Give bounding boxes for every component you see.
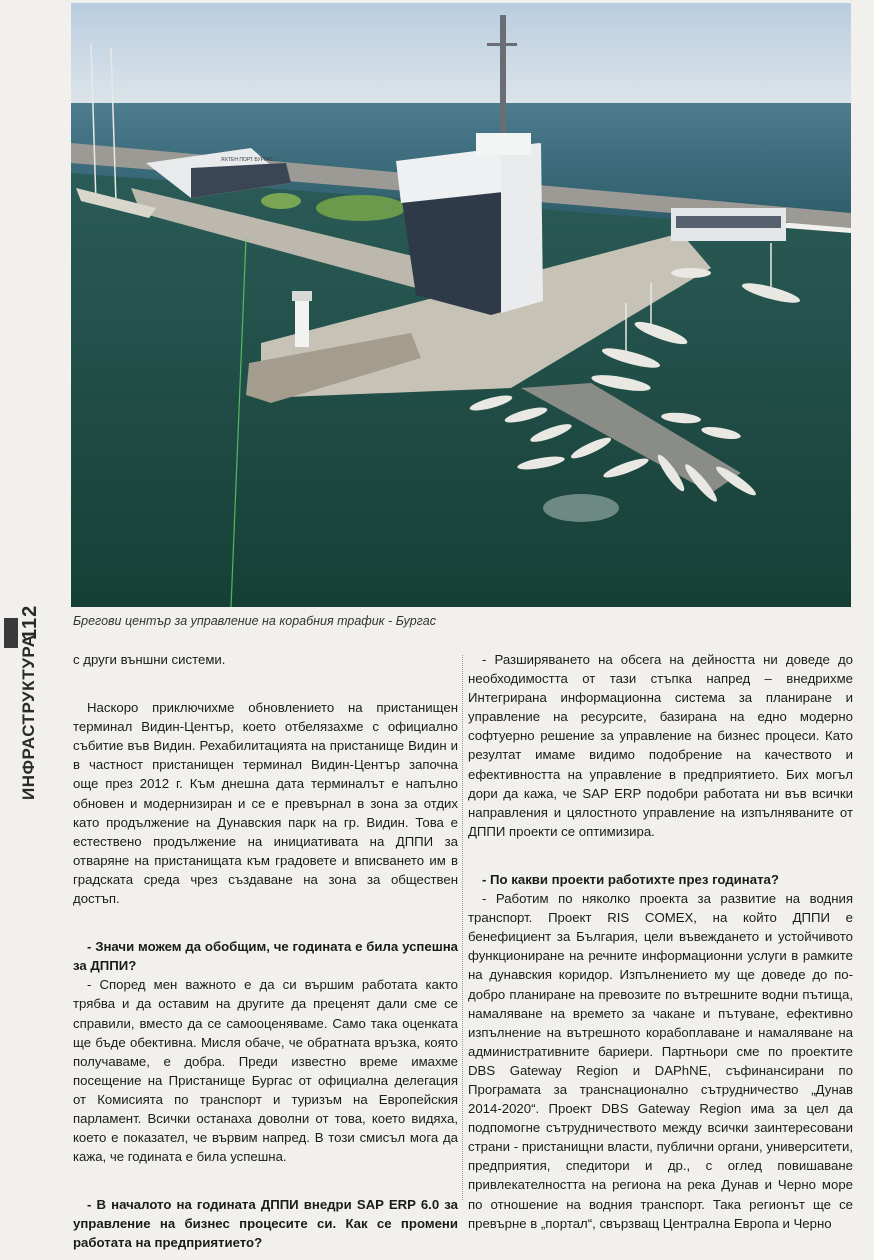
page-margin xyxy=(0,0,60,1260)
control-tower-mast xyxy=(500,15,506,135)
marina-building-windows xyxy=(676,216,781,228)
page-number: 112 xyxy=(19,604,41,640)
building-sign: ЯХТЕН ПОРТ БУРГАС xyxy=(221,157,274,163)
article-column-left xyxy=(73,650,458,1253)
section-marker xyxy=(4,618,18,648)
paragraph: - Според мен важното е да си вършим работата както трябва и да оставим на другите да преценят дали сме се справили, вместо да се самооценяваме. Само така оценката ще бъде обективна. Мисля обаче, че обратната връзка, която получаваме, е добра. Преди известно време имахме посещение на Пристанище Бургас от официална делегация от Комисията по транспорт и туризъм на Европейския парламент. Всички останаха доволни от това, което видяха, което е показател, че вървим напред. В този смисъл мога да кажа, че годината е била успешна. xyxy=(73,977,458,1165)
lighthouse-lamp xyxy=(292,291,312,301)
sky xyxy=(71,3,851,113)
paragraph: Наскоро приключихме обновлението на пристанищен терминал Видин-Център, което отбелязахме с официално събитие във Видин. Рехабилитацията на пристанище Видин и в частност пристанищен терминал Видин-Център започна още през 2012 г. Към днешна дата терминалът е напълно обновен и модернизиран и се е превърнал в зона за отдих като продължение на Дунавския парк на гр. Видин. Това е естествено продължение на инициативата на ДППИ за отваряне на пристанищата към градовете и вписването им в градската среда чрез създаване на зона за обществен достъп. xyxy=(73,700,458,907)
harbor-photo xyxy=(71,3,851,607)
paragraph: - Разширяването на обсега на дейността ни доведе до необходимостта от тази стъпка напред – внедрихме Интегрирана информационна система за планиране и управление на ресурсите, базирана на едно модерно софтуерно решение за управление на бизнес процеси. Като резултат имаме видимо подобрение на качеството и ефективността на управление в предприятието. Бих могъл дори да кажа, че SAP ERP подобри работата ни във всички направления и цялостното управление на изпълняваните от ДППИ проекти се оптимизира. xyxy=(468,652,853,839)
article-column-right xyxy=(468,650,853,1233)
interview-question: - В началото на годината ДППИ внедри SAP ERP 6.0 за управление на бизнес процесите си. Как се промени работата на предприятието? xyxy=(73,1197,458,1251)
section-title: ИНФРАСТРУКТУРА xyxy=(19,634,38,800)
photo-caption: Брегови център за управление на корабния трафик - Бургас xyxy=(73,614,436,628)
boat-wake xyxy=(543,494,619,522)
interview-question: - Значи можем да обобщим, че годината е била успешна за ДППИ? xyxy=(73,939,458,974)
lighthouse xyxy=(295,299,309,347)
control-tower-side xyxy=(501,143,543,313)
interview-question: - По какви проекти работихте през годината? xyxy=(482,871,779,887)
control-tower-antenna xyxy=(487,43,517,46)
park xyxy=(261,193,301,209)
control-tower-cabin xyxy=(476,133,531,155)
park xyxy=(316,195,406,221)
paragraph: - Работим по няколко проекта за развитие на водния транспорт. Проект RIS COMEX, на който ДППИ е бенефициент за България, цели въвеждането и устойчивото функциониране на речните информационни услуги в рамките на дунавския коридор. Изпълнението му ще доведе до по-добро планиране на превозите по вътрешните водни пътища, намаляване на времето за чакане и пътуване, ефективно изпълнение на вътрешното корабоплаване и намаляване на административните бариери. Партньори сме по проектите DBS Gateway Region и DAPhNE, съфинансирани по Програмата за транснационално сътрудничество „Дунав 2014-2020“. Проект DBS Gateway Region има за цел да подпомогне сътрудничеството между всички заинтересовани страни - пристанищни власти, публични органи, университети, предприятия, спедитори и др., с оглед повишаване привлекателността на региона на река Дунав и Черно море по отношение на водния транспорт. Така регионът ще се превърне в „портал“, свързващ Централна Европа и Черно xyxy=(468,891,853,1231)
paragraph: с други външни системи. xyxy=(73,652,226,667)
column-divider xyxy=(462,655,463,1200)
